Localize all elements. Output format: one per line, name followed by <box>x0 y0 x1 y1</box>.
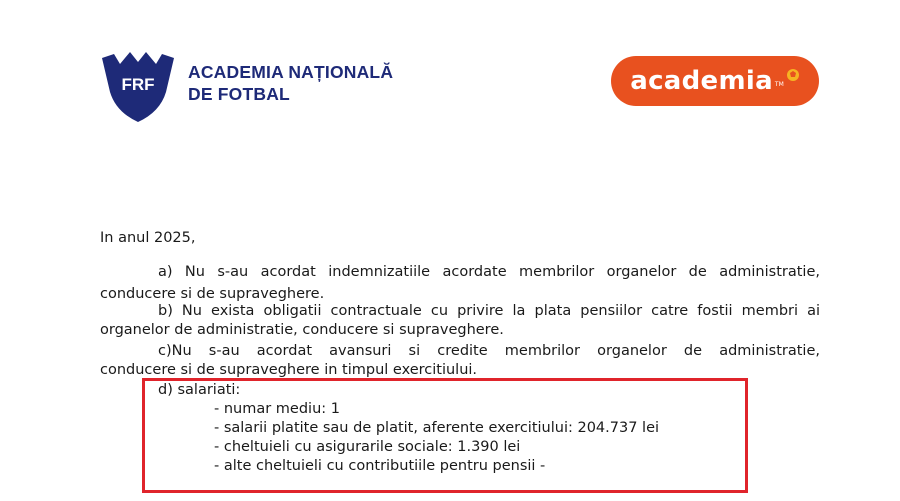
list-item: - numar mediu: 1 <box>214 401 340 417</box>
item-a-line1: a) Nu s-au acordat indemnizatiile acordate membrilor organelor de administratie, <box>158 264 820 280</box>
brand-name-line1: ACADEMIA NAȚIONALĂ <box>188 62 394 82</box>
list-item: - alte cheltuieli cu contributiile pentru pensii - <box>214 458 546 474</box>
trademark-mark: TM <box>774 80 784 88</box>
frf-logo-text: FRF <box>121 75 155 94</box>
item-c-line1: c)Nu s-au acordat avansuri si credite membrilor organelor de administratie, <box>158 343 820 359</box>
highlight-box <box>142 378 748 493</box>
brand-name <box>188 61 393 105</box>
intro-text: In anul 2025, <box>100 230 196 246</box>
item-d-title: d) salariati: <box>158 382 241 398</box>
football-icon <box>786 68 800 82</box>
list-item: - salarii platite sau de platit, aferente exercitiului: 204.737 lei <box>214 420 660 436</box>
item-b-line2: organelor de administratie, conducere si supraveghere. <box>100 322 504 338</box>
brand-name-line2: DE FOTBAL <box>188 84 290 104</box>
list-item: - cheltuieli cu asigurarile sociale: 1.390 lei <box>214 439 521 455</box>
item-a-line2: conducere si de supraveghere. <box>100 286 325 302</box>
item-b-line1: b) Nu exista obligatii contractuale cu privire la plata pensiilor catre fostii membri ai <box>158 303 820 319</box>
academia-logo <box>611 56 819 106</box>
academia-logo-text: academia <box>630 66 773 96</box>
item-c-line2: conducere si de supraveghere in timpul exercitiului. <box>100 362 478 378</box>
letterhead <box>0 0 900 130</box>
